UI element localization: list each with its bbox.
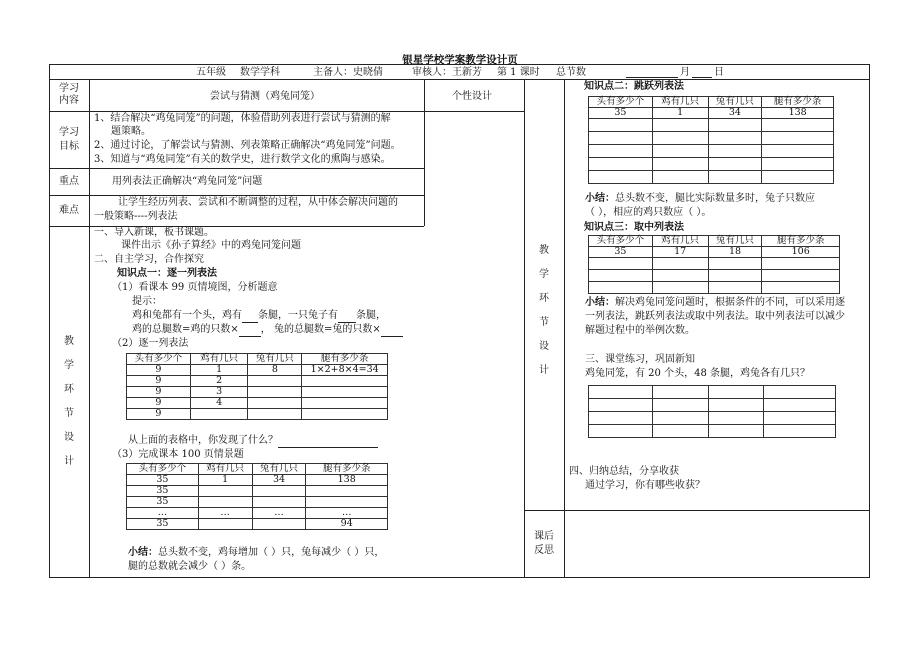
month-blank[interactable] [626,66,678,78]
question-2: （2）逐一列表法 [112,338,189,349]
blank-rabbit-multiplier[interactable] [381,336,403,337]
table-row [589,270,840,282]
label-difficulty: 难点 [59,204,79,216]
step1: 一、导入新课，板书课题。 [94,227,214,238]
lesson-number: 第 1 课时 [497,67,540,78]
header-divider [49,79,870,80]
hint-line-1: 鸡和兔都有一个头，鸡有 条腿，一只兔子有 条腿， [132,310,386,321]
goal-1: 1、结合解决“鸡兔同笼”的问题，体验借助列表进行尝试与猜测的解 [94,113,391,124]
table-row [589,412,836,425]
content-text: 尝试与猜测（鸡兔同笼） [210,91,320,102]
summary-3: 小结：解决鸡兔同笼问题时，根据条件的不同，可以采用逐 [585,297,845,308]
summary-1: 小结：总头数不变，鸡每增加（ ）只，兔每减少（ ）只， [128,547,385,558]
table-header-row: 头有多少个 鸡有几只 兔有几只 腿有多少条 [589,97,834,108]
question-2-after: 从上面的表格中，你发现了什么？ [128,434,378,448]
personal-design-divider [424,79,425,226]
summary-3-cont-2: 解题过程中的举例次数。 [585,325,695,336]
table-row [589,145,834,158]
step3-question: 鸡兔同笼，有 20 个头，48 条腿，鸡兔各有几只？ [585,368,810,379]
label-process-left: 教 学 环 节 设 计 [64,336,74,467]
preparer: 主备人：史晓倩 [313,67,383,78]
step3: 三、课堂练习，巩固新知 [585,354,695,365]
difficulty-text-1: 让学生经历列表、尝试和不断调整的过程，从中体会解决问题的 [118,197,398,208]
knowledge-point-3: 知识点三：取中列表法 [584,222,684,233]
table-header-row: 头有多少个 鸡有几只 兔有几只 腿有多少条 [127,354,388,365]
personal-design-header: 个性设计 [452,91,492,102]
key-text: 用列表法正确解决“鸡兔同笼”问题 [112,176,263,187]
summary-3-cont-1: 一列表法，跳跃列表法或取中列表法。取中列表法可以减少 [585,311,845,322]
total-lessons: 总节数 [556,67,586,78]
table-row [589,425,836,438]
day-blank[interactable] [692,66,712,78]
table-row: 9 [127,409,388,420]
grade: 五年级 [196,67,226,78]
question-1: （1）看课本 99 页情境图，分析题意 [112,282,278,293]
goal-2: 2、通过讨论，了解尝试与猜测、列表策略正确解决“鸡兔同笼”问题。 [94,140,401,151]
hint-label: 提示： [132,296,162,307]
step2: 二、自主学习，合作探究 [94,254,204,265]
knowledge-point-2: 知识点二：跳跃列表法 [584,81,684,92]
table-row [589,158,834,171]
label-reflection: 课后 反思 [534,531,554,556]
summary-1-cont: 腿的总数就会减少（ ）条。 [128,561,252,572]
table-row: 9 1 8 1×2+8×4=34 [127,365,388,376]
summary-2-cont: （ ），相应的鸡只数应（ ）。 [585,207,712,218]
table-header-row: 头有多少个 鸡有几只 兔有几只 腿有多少条 [127,464,388,475]
step4-question: 通过学习，你有哪些收获？ [585,480,705,491]
goal-3: 3、知道与“鸡兔同笼”有关的数学史，进行数学文化的熏陶与感染。 [94,154,391,165]
month-label: 月 [680,67,690,78]
blank-chicken-multiplier[interactable] [239,336,261,337]
difficulty-text-2: 一般策略----列表法 [94,211,178,222]
table-row: 35 [127,486,388,497]
right-label-divider [564,79,565,578]
table-header-row: 头有多少个 鸡有几只 兔有几只 腿有多少条 [589,236,840,247]
table-row: 35 94 [127,519,388,530]
table-row [589,171,834,184]
label-process-right: 教 学 环 节 设 计 [539,244,549,376]
reviewer: 审核人：王新芳 [412,67,482,78]
table-textbook-100 [126,463,388,530]
knowledge-point-1: 知识点一：逐一列表法 [117,268,217,279]
table-jump-list [588,96,834,184]
table-row [589,386,836,399]
table-row: 35 1 34 138 [127,475,388,486]
table-row [589,282,840,294]
goal-1-cont: 题策略。 [111,126,151,137]
day-label: 日 [714,67,724,78]
question-3: （3）完成课本 100 页情景题 [112,449,244,460]
label-content: 学习 内容 [59,83,79,106]
table-row: 9 2 [127,376,388,387]
left-label-divider [89,79,90,578]
step4: 四、归纳总结，分享收获 [569,466,679,477]
table-row: 35 17 18 106 [589,247,840,258]
label-key: 重点 [59,175,79,187]
row-divider-reflection [524,510,870,511]
table-row [589,119,834,132]
summary-2: 小结：总头数不变，腿比实际数量多时，兔子只数应 [585,193,815,204]
table-row: 9 3 [127,387,388,398]
table-middle-list [588,235,840,294]
table-row: 35 1 34 138 [589,108,834,119]
hint-line-2: 鸡的总腿数=鸡的只数× ， 兔的总腿数=兔的只数× [132,323,403,337]
table-row: 35 [127,497,388,508]
table-row [589,258,840,270]
label-goals: 学习 目标 [59,126,79,152]
row-divider-goals [49,168,424,169]
table-one-by-one [126,353,388,420]
discovery-answer-line[interactable] [278,447,378,448]
subject: 数学学科 [240,67,280,78]
table-row [589,132,834,145]
table-row [589,399,836,412]
table-row: … … … … [127,508,388,519]
document-title: 银星学校学案教学设计页 [402,54,518,66]
practice-table [588,385,836,438]
step1-sub: 课件出示《孙子算经》中的鸡兔同笼问题 [121,240,301,251]
table-row: 9 4 [127,398,388,409]
